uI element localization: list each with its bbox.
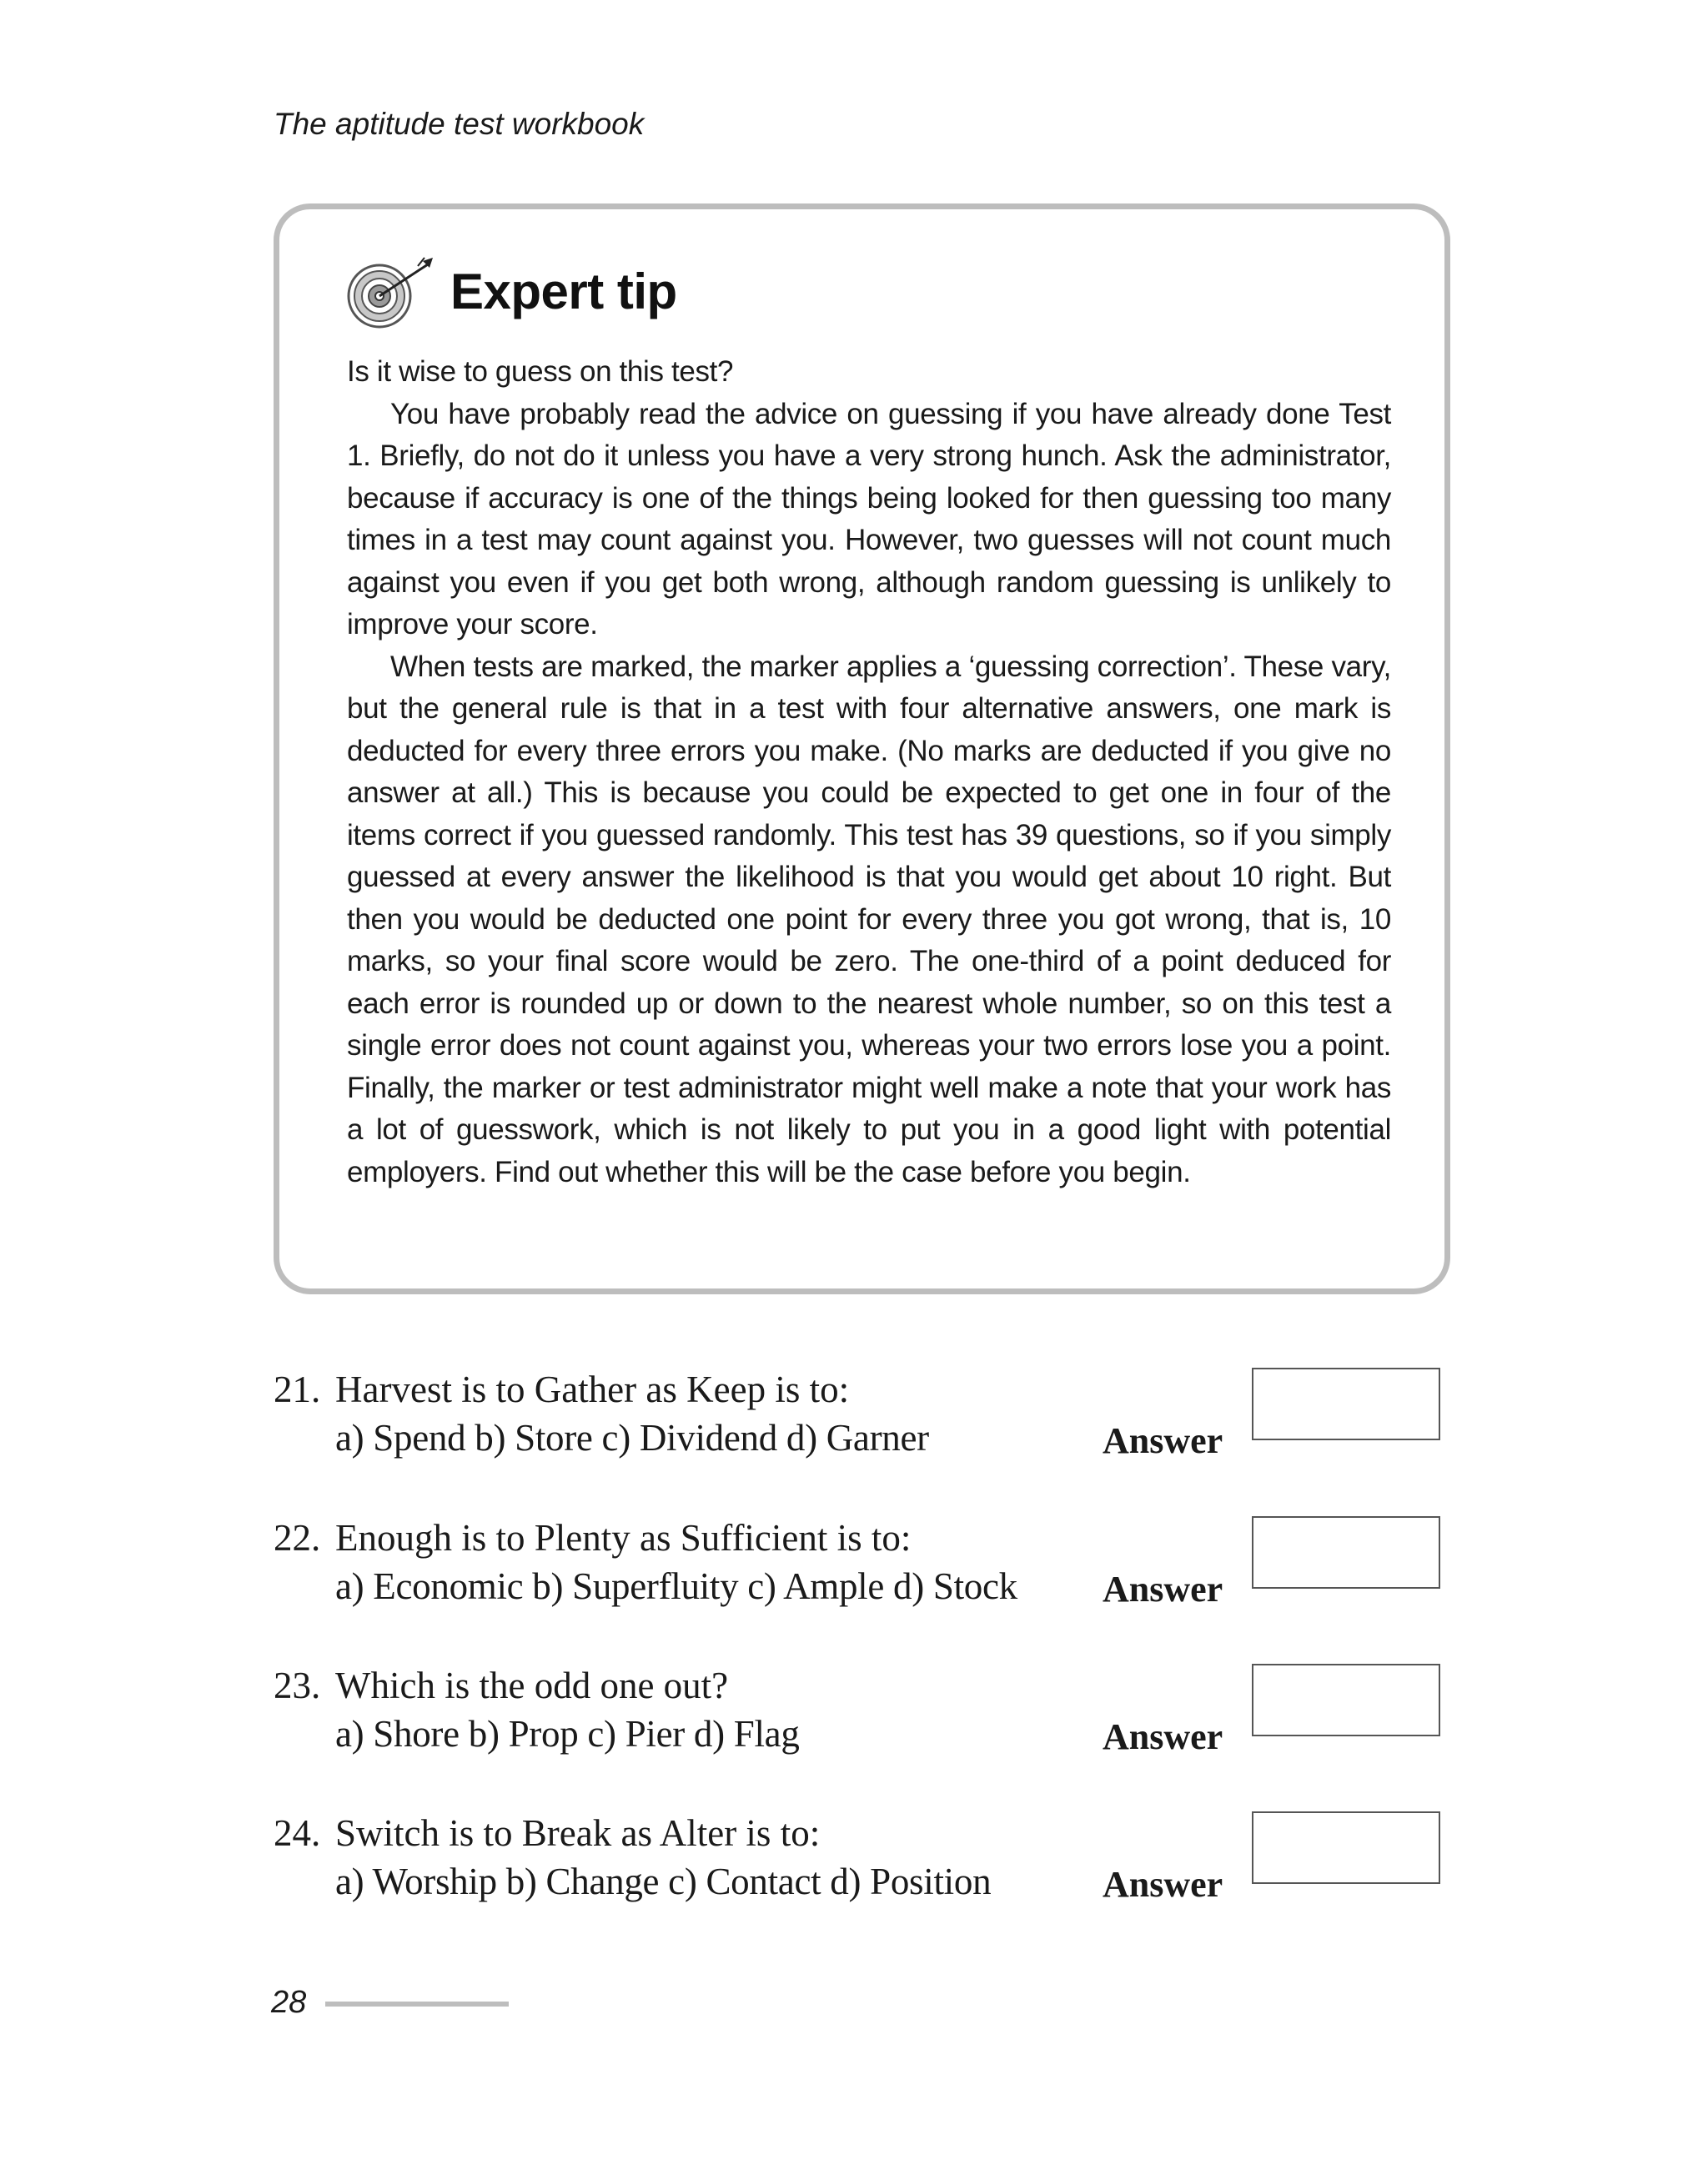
question-stem: Switch is to Break as Alter is to: (335, 1812, 821, 1854)
page-rule (325, 2002, 509, 2007)
running-head: The aptitude test workbook (274, 107, 645, 141)
question-options: a) Spend b) Store c) Dividend d) Garner (335, 1417, 929, 1459)
answer-box[interactable] (1252, 1664, 1440, 1736)
tip-paragraph: When tests are marked, the marker applies a ‘guessing correction’. These vary, but the general rule is that in a test with four alternative answers, one mark is deducted for every three errors you make. (No marks are deducted if you give no answer at all.) This is because you could be expected to get one in four of the items correct if you guessed randomly. This test has 39 questions, so if you simply guessed at every answer the likelihood is that you would get about 10 right. But then you would be deducted one point for every three you got wrong, that is, 10 marks, so your final score would be zero. The one-third of a point deduced for each error is rounded up or down to the nearest whole number, so on this test a single error does not count against you, whereas your two errors lose you a point. Finally, the marker or test administrator might well make a note that your work has a lot of guesswork, which is not likely to put you in a good light with potential employers. Find out whether this will be the case before you begin. (347, 650, 1391, 1188)
tip-title: Expert tip (450, 264, 677, 319)
answer-box[interactable] (1252, 1368, 1440, 1440)
tip-question: Is it wise to guess on this test? (347, 355, 734, 388)
answer-label: Answer (1103, 1864, 1223, 1905)
answer-label: Answer (1103, 1420, 1223, 1461)
question-stem: Enough is to Plenty as Sufficient is to: (335, 1517, 912, 1559)
answer-box[interactable] (1252, 1516, 1440, 1589)
question-number: 23. (274, 1665, 321, 1706)
question-22 (274, 1516, 1458, 1633)
question-options: a) Worship b) Change c) Contact d) Position (335, 1861, 992, 1902)
tip-body (347, 351, 1391, 1193)
question-23 (274, 1664, 1458, 1781)
answer-label: Answer (1103, 1716, 1223, 1757)
question-number: 21. (274, 1369, 321, 1410)
target-icon (346, 254, 438, 329)
question-number: 22. (274, 1517, 321, 1559)
question-24 (274, 1811, 1458, 1928)
question-stem: Harvest is to Gather as Keep is to: (335, 1369, 850, 1410)
question-options: a) Shore b) Prop c) Pier d) Flag (335, 1713, 800, 1755)
page-number: 28 (271, 1985, 307, 2020)
question-number: 24. (274, 1812, 321, 1854)
question-options: a) Economic b) Superfluity c) Ample d) Stock (335, 1565, 1017, 1607)
expert-tip-box (274, 203, 1450, 1294)
answer-label: Answer (1103, 1569, 1223, 1610)
question-21 (274, 1368, 1458, 1484)
tip-paragraph: You have probably read the advice on guessing if you have already done Test 1. Briefly, do not do it unless you have a very strong hunch. Ask the administrator, because if accuracy is one of the things being looked for then guessing too many times in a test may count against you. However, two guesses will not count much against you even if you get both wrong, although random guessing is unlikely to improve your score. (347, 397, 1391, 640)
answer-box[interactable] (1252, 1811, 1440, 1884)
question-stem: Which is the odd one out? (335, 1665, 729, 1706)
